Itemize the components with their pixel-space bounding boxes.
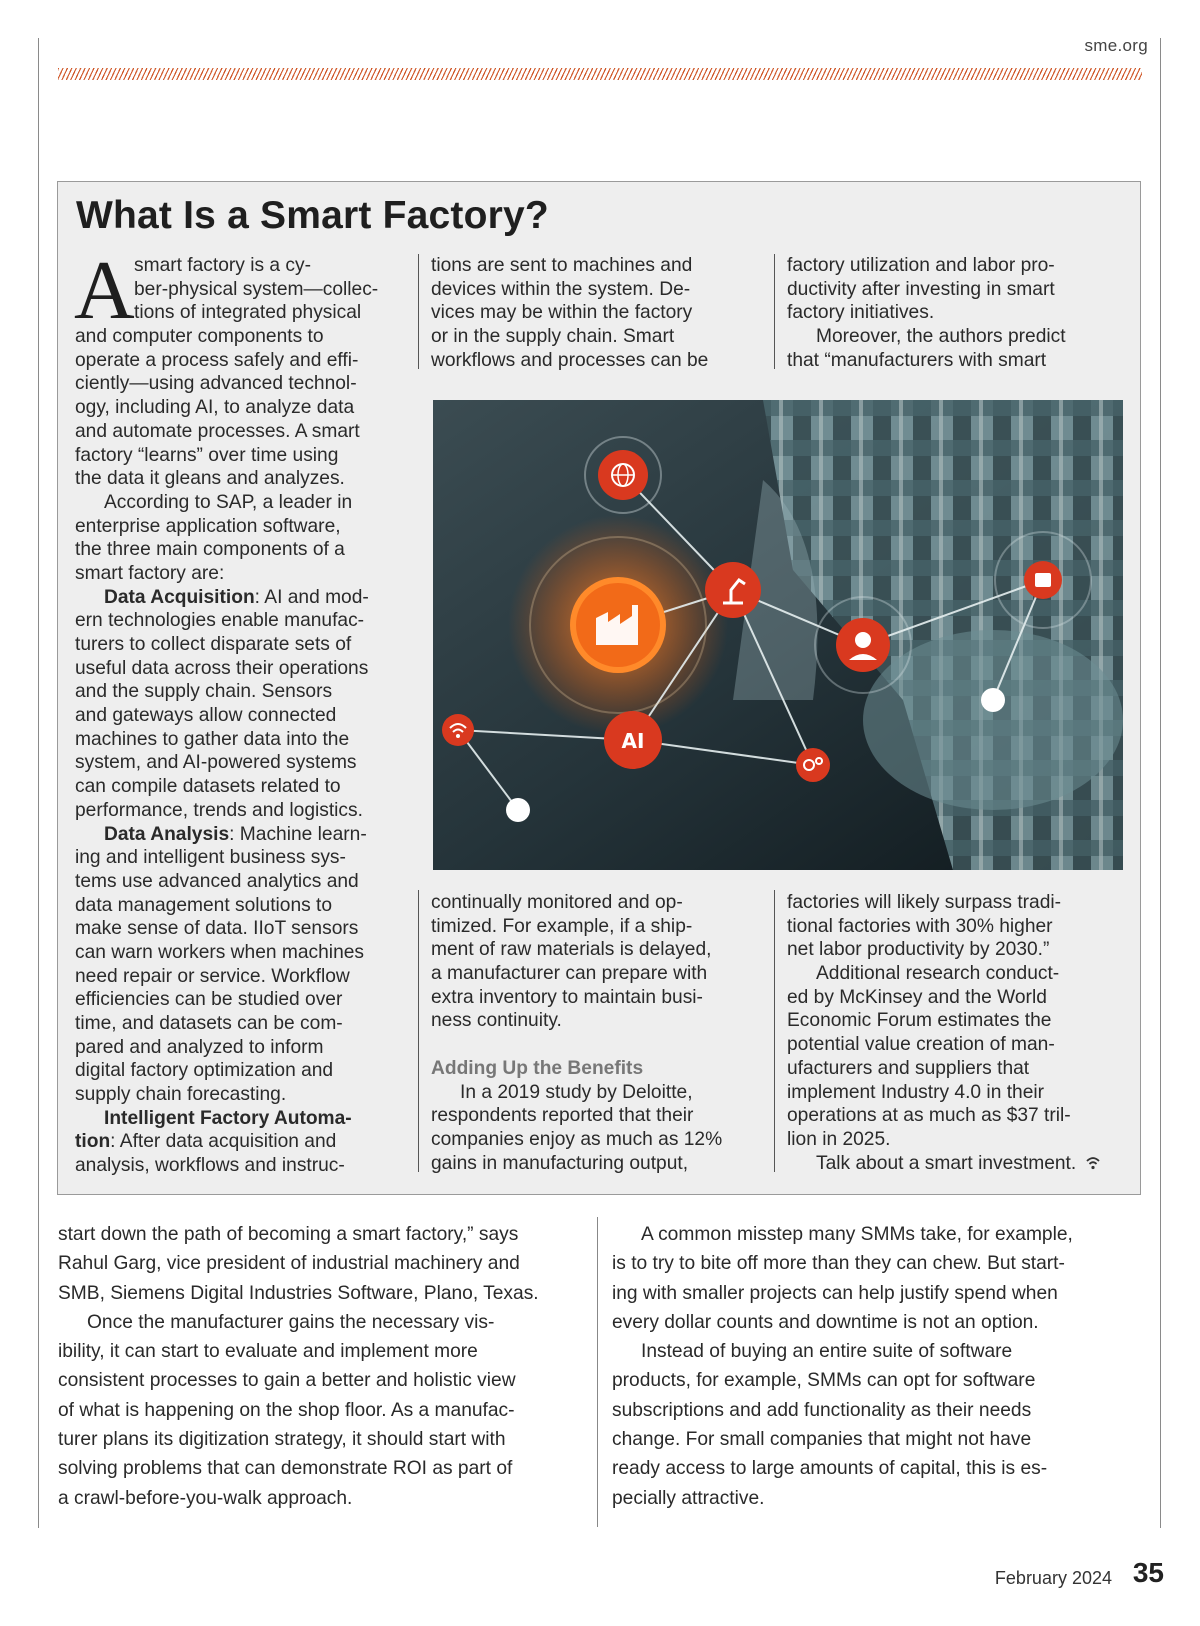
- text-line: ness continuity.: [431, 1010, 562, 1032]
- text-line: workflows and processes can be: [431, 349, 709, 371]
- text-line: factory utilization and labor pro-: [787, 255, 1055, 276]
- text-line: data management solutions to: [75, 894, 333, 916]
- text-line: time, and datasets can be com-: [75, 1013, 343, 1034]
- factory-icon: [570, 577, 666, 673]
- text-line: enterprise application software,: [75, 515, 341, 537]
- text-line: ing and intelligent business sys-: [75, 847, 346, 869]
- text-line: machines to gather data into the: [75, 728, 350, 750]
- text-line: or in the supply chain. Smart: [431, 326, 675, 348]
- sidebar-column-2-top: [431, 254, 708, 372]
- text-line: Moreover, the authors predict: [816, 326, 1066, 348]
- text-line: supply chain forecasting.: [75, 1084, 287, 1106]
- closing-line: Talk about a smart investment.: [816, 1152, 1077, 1174]
- text-line: and automate processes. A smart: [75, 420, 360, 442]
- sidebar-column-1: [75, 254, 410, 1178]
- text-line: need repair or service. Workflow: [75, 965, 350, 987]
- run-in-heading: tion: [75, 1131, 111, 1153]
- text-line: extra inventory to maintain busi-: [431, 986, 703, 1008]
- text-line: useful data across their operations: [75, 657, 369, 679]
- text-line: change. For small companies that might not have: [612, 1429, 1032, 1451]
- text-line: the three main components of a: [75, 539, 345, 561]
- text-line: operate a process safely and effi-: [75, 349, 359, 371]
- text-line: [75, 823, 410, 847]
- text-line: every dollar counts and downtime is not an option.: [612, 1311, 1039, 1333]
- text-line: subscriptions and add functionality as their needs: [612, 1399, 1032, 1421]
- text-line: Instead of buying an entire suite of software: [641, 1341, 1013, 1363]
- text-line: smart factory are:: [75, 562, 225, 584]
- page-right-rule: [1160, 38, 1161, 1528]
- text-line: timized. For example, if a ship-: [431, 915, 693, 937]
- text-run: : After data acquisition and: [110, 1131, 337, 1153]
- text-line: ing with smaller projects can help justify spend when: [612, 1282, 1058, 1304]
- text-line: analysis, workflows and instruc-: [75, 1155, 345, 1177]
- run-in-heading: Data Analysis: [104, 823, 230, 845]
- text-line: the data it gleans and analyzes.: [75, 468, 345, 490]
- text-line: and the supply chain. Sensors: [75, 681, 333, 703]
- section-subhead: Adding Up the Benefits: [431, 1057, 644, 1079]
- article-column-left: [58, 1220, 539, 1513]
- text-line: ciently—using advanced technol-: [75, 373, 357, 395]
- text-run: : AI and mod-: [254, 586, 369, 608]
- column-separator: [418, 254, 419, 369]
- text-line: operations at as much as $37 tril-: [787, 1105, 1071, 1127]
- text-line: ibility, it can start to evaluate and implement more: [58, 1341, 478, 1363]
- worker-icon: [836, 618, 890, 672]
- text-line: tions of integrated physical: [134, 302, 362, 324]
- text-line: ready access to large amounts of capital, this is es-: [612, 1458, 1048, 1480]
- sidebar-column-3-bottom: [787, 891, 1100, 1175]
- text-line: smart factory is a cy-: [134, 255, 311, 276]
- text-line: and gateways allow connected: [75, 705, 337, 727]
- text-line: digital factory optimization and: [75, 1060, 334, 1082]
- text-line: Additional research conduct-: [816, 963, 1060, 985]
- wifi-icon: [442, 714, 474, 746]
- text-line: [787, 1152, 1100, 1176]
- text-line: Once the manufacturer gains the necessary vis-: [87, 1311, 495, 1333]
- battery-icon: [1024, 561, 1062, 599]
- text-line: respondents reported that their: [431, 1105, 694, 1127]
- gears-icon: [796, 748, 830, 782]
- text-line: a manufacturer can prepare with: [431, 963, 708, 985]
- text-line: efficiencies can be studied over: [75, 989, 343, 1011]
- text-line: that “manufacturers with smart: [787, 349, 1047, 371]
- page-number: 35: [1132, 1557, 1164, 1588]
- text-line: In a 2019 study by Deloitte,: [460, 1081, 693, 1103]
- text-line: system, and AI-powered systems: [75, 752, 357, 774]
- smart-factory-illustration: [433, 400, 1123, 870]
- column-separator: [774, 890, 775, 1172]
- text-line: Economic Forum estimates the: [787, 1010, 1052, 1032]
- sidebar-column-3-top: [787, 254, 1066, 372]
- text-line: consistent processes to gain a better and holistic view: [58, 1370, 516, 1392]
- text-line: implement Industry 4.0 in their: [787, 1081, 1045, 1103]
- text-line: factory initiatives.: [787, 302, 935, 324]
- drop-cap: A: [74, 244, 135, 337]
- text-line: a crawl-before-you-walk approach.: [58, 1487, 353, 1509]
- ai-chip-icon: [604, 711, 662, 769]
- text-line: turer plans its digitization strategy, it should start with: [58, 1429, 506, 1451]
- text-line: SMB, Siemens Digital Industries Software, Plano, Texas.: [58, 1282, 539, 1304]
- text-line: lion in 2025.: [787, 1128, 891, 1150]
- text-line: tional factories with 30% higher: [787, 915, 1053, 937]
- text-line: Rahul Garg, vice president of industrial machinery and: [58, 1253, 520, 1275]
- text-line: companies enjoy as much as 12%: [431, 1128, 723, 1150]
- end-mark-icon: [1086, 1156, 1100, 1170]
- illustration-svg: [433, 400, 1123, 870]
- ai-badge-label: AI: [621, 729, 645, 753]
- text-line: tions are sent to machines and: [431, 255, 693, 276]
- text-line: factories will likely surpass tradi-: [787, 892, 1062, 913]
- blank-line: [431, 1033, 722, 1057]
- run-in-heading: Data Acquisition: [104, 586, 255, 608]
- column-separator: [774, 254, 775, 369]
- globe-icon: [598, 450, 648, 500]
- text-run: : Machine learn-: [229, 823, 367, 845]
- text-line: performance, trends and logistics.: [75, 799, 363, 821]
- column-separator: [418, 890, 419, 1172]
- text-line: A common misstep many SMMs take, for example,: [641, 1224, 1073, 1245]
- run-in-heading: Intelligent Factory Automa-: [104, 1107, 352, 1129]
- text-line: ment of raw materials is delayed,: [431, 939, 712, 961]
- text-line: potential value creation of man-: [787, 1034, 1055, 1056]
- text-line: vices may be within the factory: [431, 302, 693, 324]
- text-line: tems use advanced analytics and: [75, 870, 359, 892]
- text-line: ufacturers and suppliers that: [787, 1057, 1030, 1079]
- text-line: gains in manufacturing output,: [431, 1152, 689, 1174]
- text-line: devices within the system. De-: [431, 278, 691, 300]
- text-line: [75, 586, 410, 610]
- text-line: is to try to bite off more than they can chew. But start-: [612, 1253, 1065, 1275]
- article-column-right: [612, 1220, 1073, 1513]
- sidebar-column-2-bottom: [431, 891, 722, 1175]
- issue-date: February 2024: [994, 1568, 1112, 1588]
- site-url: sme.org: [1084, 36, 1148, 55]
- text-line: pared and analyzed to inform: [75, 1036, 324, 1058]
- page-left-rule: [38, 38, 39, 1528]
- text-line: products, for example, SMMs can opt for software: [612, 1370, 1036, 1392]
- text-line: turers to collect disparate sets of: [75, 634, 352, 655]
- text-line: can compile datasets related to: [75, 776, 341, 798]
- text-line: ogy, including AI, to analyze data: [75, 397, 355, 419]
- text-line: ern technologies enable manufac-: [75, 610, 365, 632]
- text-line: pecially attractive.: [612, 1487, 765, 1509]
- text-line: of what is happening on the shop floor. As a manufac-: [58, 1399, 515, 1421]
- text-line: start down the path of becoming a smart factory,” says: [58, 1224, 519, 1245]
- header-hatch-band: [58, 68, 1142, 80]
- text-line: [75, 1130, 410, 1154]
- text-line: factory “learns” over time using: [75, 444, 339, 466]
- text-line: ed by McKinsey and the World: [787, 986, 1047, 1008]
- text-line: continually monitored and op-: [431, 892, 683, 913]
- text-line: ber-physical system—collec-: [134, 278, 379, 300]
- article-column-separator: [597, 1217, 598, 1527]
- text-line: and computer components to: [75, 326, 324, 348]
- text-line: can warn workers when machines: [75, 941, 365, 963]
- text-line: make sense of data. IIoT sensors: [75, 918, 359, 940]
- robot-arm-icon: [705, 562, 761, 618]
- text-line: solving problems that can demonstrate ROI as part of: [58, 1458, 513, 1480]
- text-line: ductivity after investing in smart: [787, 278, 1055, 300]
- text-line: According to SAP, a leader in: [104, 491, 353, 513]
- sidebar-title: What Is a Smart Factory?: [76, 194, 549, 237]
- text-line: net labor productivity by 2030.”: [787, 939, 1050, 961]
